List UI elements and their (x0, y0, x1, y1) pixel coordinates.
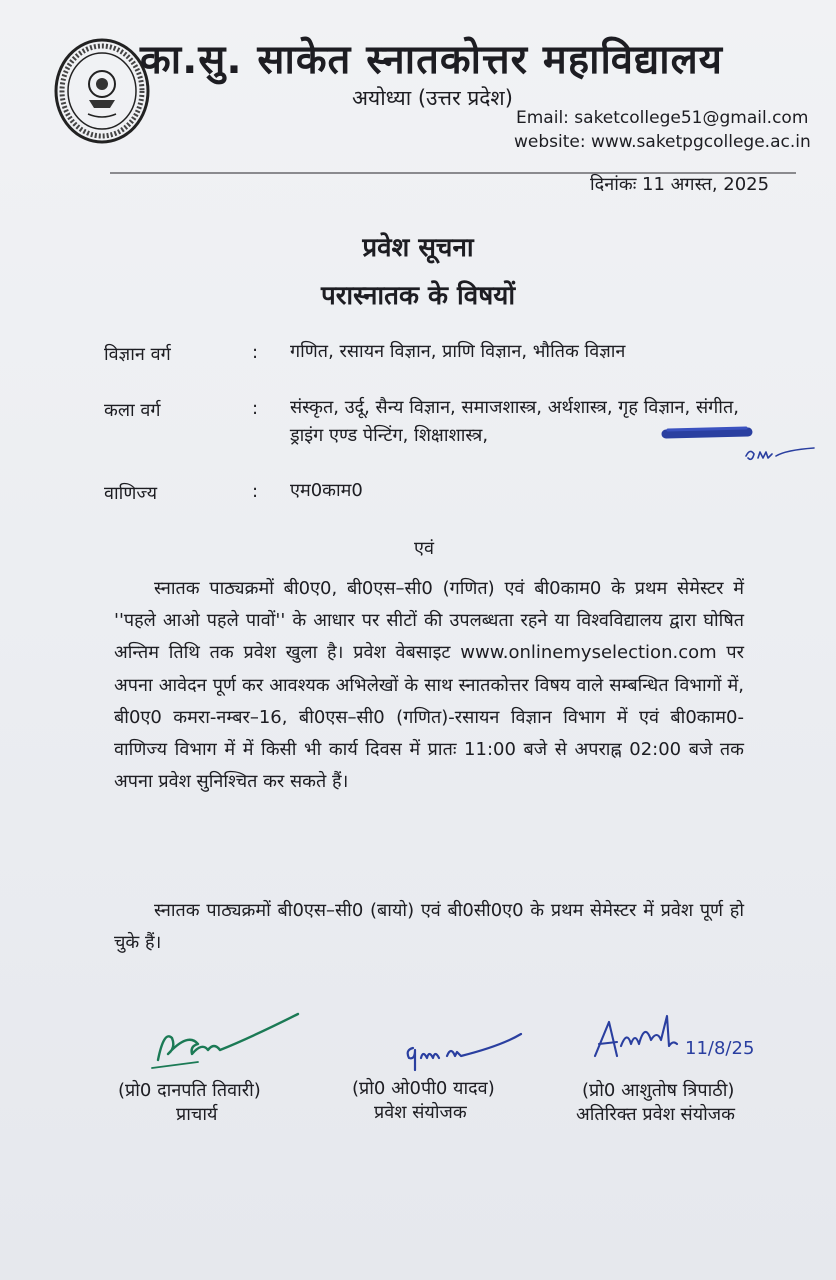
signature-date: 11/8/25 (685, 1038, 755, 1059)
additional-convener-signature (585, 1010, 775, 1070)
additional-convener-name: (प्रो0 आशुतोष त्रिपाठी) (582, 1080, 735, 1101)
principal-name: (प्रो0 दानपति तिवारी) (118, 1080, 261, 1101)
college-website: website: www.saketpgcollege.ac.in (514, 132, 811, 152)
additional-convener-role: अतिरिक्त प्रवेश संयोजक (576, 1104, 735, 1125)
stream-label-commerce: वाणिज्य (104, 483, 158, 504)
notice-subtitle: परास्नातक के विषयों (320, 281, 516, 311)
college-name: का.सु. साकेत स्नातकोत्तर महाविद्यालय (140, 37, 723, 83)
stream-subjects-arts: संस्कृत, उर्दू, सैन्य विज्ञान, समाजशास्त्र, अर्थशास्त्र, गृह विज्ञान, संगीत, ड्राइंग एण्ड पेन्टिंग, शिक्षाशास्त्र, (290, 397, 739, 446)
principal-signature (140, 1010, 310, 1080)
and-word: एवं (414, 538, 434, 559)
admission-paragraph: स्नातक पाठ्यक्रमों बी0ए0, बी0एस–सी0 (गणित) एवं बी0काम0 के प्रथम सेमेस्टर में ''पहले आओ पहले पावों'' के आधार पर सीटों की उपलब्धता रहने या विश्वविद्यालय द्वारा घोषित अन्तिम तिथि तक प्रवेश खुला है। प्रवेश वेबसाइट www.onlinemyselection.com पर अपना आवेदन पूर्ण कर आवश्यक अभिलेखों के साथ स्नातकोत्तर विषय वाले सम्बन्धित विभागों में, बी0ए0 कमरा-नम्बर–16, बी0एस–सी0 (गणित)-रसायन विज्ञान विभाग में एवं बी0काम0-वाणिज्य विभाग में में किसी भी कार्य दिवस में प्रातः 11:00 बजे से अपराह्न 02:00 बजे तक अपना प्रवेश सुनिश्चित कर सकते हैं। (114, 578, 744, 793)
stream-label-arts: कला वर्ग (104, 400, 161, 421)
college-email: Email: saketcollege51@gmail.com (516, 108, 809, 128)
convener-role: प्रवेश संयोजक (374, 1102, 467, 1123)
college-seal-logo (52, 36, 152, 146)
stream-colon: : (252, 342, 259, 363)
principal-role: प्राचार्य (176, 1104, 218, 1125)
stream-colon: : (252, 398, 259, 419)
stream-subjects-science: गणित, रसायन विज्ञान, प्राणि विज्ञान, भौतिक विज्ञान (290, 341, 626, 362)
college-city: अयोध्या (उत्तर प्रदेश) (352, 86, 513, 110)
notice-title: प्रवेश सूचना (362, 233, 474, 263)
stream-subjects-commerce: एम0काम0 (290, 480, 363, 501)
completed-admission-paragraph: स्नातक पाठ्यक्रमों बी0एस–सी0 (बायो) एवं बी0सी0ए0 के प्रथम सेमेस्टर में प्रवेश पूर्ण हो चुके हैं। (114, 900, 744, 954)
stream-colon: : (252, 481, 259, 502)
convener-signature (395, 1030, 525, 1080)
notice-date: दिनांकः 11 अगस्त, 2025 (590, 174, 770, 195)
ink-strikeout-initials (650, 420, 820, 480)
convener-name: (प्रो0 ओ0पी0 यादव) (352, 1078, 495, 1099)
stream-label-science: विज्ञान वर्ग (104, 344, 171, 365)
